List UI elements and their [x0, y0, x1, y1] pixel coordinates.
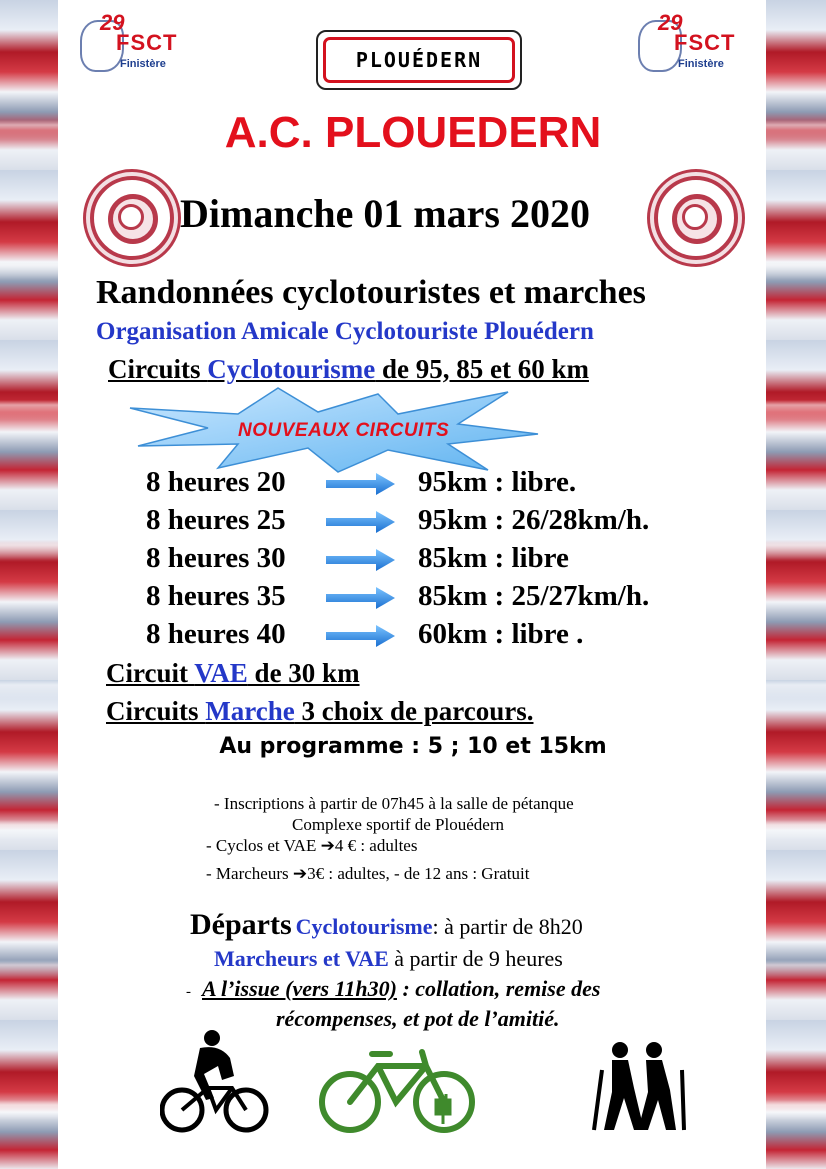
- price-marcheurs: - Marcheurs ➔3€ : adultes, - de 12 ans : Gratuit: [206, 864, 530, 883]
- circuit-distance: 95km : libre.: [418, 466, 577, 498]
- cyclist-icon: [160, 1028, 270, 1134]
- departure-time: 8 heures 40: [146, 618, 286, 650]
- fsct-logo-left: [74, 8, 184, 78]
- circuit-distance: 85km : 25/27km/h.: [418, 580, 650, 612]
- logo-number: 29: [658, 10, 683, 35]
- club-title: A.C. PLOUEDERN: [224, 108, 602, 157]
- club-seal-left-icon: [90, 176, 174, 260]
- event-subtitle: Randonnées cyclotouristes et marches: [96, 274, 646, 311]
- departure-time: 8 heures 35: [146, 580, 286, 612]
- event-date: Dimanche 01 mars 2020: [180, 191, 590, 236]
- town-sign-text: PLOUÉDERN: [323, 37, 515, 83]
- departure-time: 8 heures 25: [146, 504, 286, 536]
- logo-brand: FSCT: [116, 30, 178, 55]
- fsct-logo-right: [632, 8, 742, 78]
- arrow-right-icon: [326, 586, 396, 610]
- inscriptions-line: - Inscriptions à partir de 07h45 à la salle de pétanque: [214, 794, 574, 813]
- town-sign: [316, 30, 522, 90]
- logo-region: Finistère: [678, 58, 724, 70]
- decorative-border-left: [0, 0, 58, 1169]
- schedule-row: [146, 580, 746, 618]
- logo-brand: FSCT: [674, 30, 736, 55]
- circuits-cyclo-line: Circuits Cyclotourisme de 95, 85 et 60 km: [108, 354, 589, 384]
- price-cyclos: - Cyclos et VAE ➔4 € : adultes: [206, 836, 418, 855]
- departure-time: 8 heures 30: [146, 542, 286, 574]
- departs-cyclo-line: Départs Cyclotourisme: à partir de 8h20: [190, 908, 583, 941]
- arrow-right-icon: [326, 510, 396, 534]
- circuits-marche-line: Circuits Marche 3 choix de parcours.: [106, 696, 534, 726]
- arrow-right-icon: [326, 472, 396, 496]
- schedule-row: [146, 466, 746, 504]
- decorative-border-right: [766, 0, 826, 1169]
- electric-bike-icon: [318, 1044, 478, 1134]
- logo-number: 29: [100, 10, 125, 35]
- schedule-row: [146, 504, 746, 542]
- club-seal-right-icon: [654, 176, 738, 260]
- circuit-distance: 60km : libre .: [418, 618, 584, 650]
- circuit-distance: 85km : libre: [418, 542, 569, 574]
- arrow-right-icon: [326, 624, 396, 648]
- inscriptions-location: Complexe sportif de Plouédern: [292, 815, 504, 834]
- new-circuits-badge: NOUVEAUX CIRCUITS: [238, 420, 450, 441]
- hikers-icon: [590, 1040, 686, 1132]
- schedule-row: [146, 618, 746, 656]
- logo-region: Finistère: [120, 58, 166, 70]
- circuit-vae-line: Circuit VAE de 30 km: [106, 658, 360, 688]
- walking-programme: Au programme : 5 ; 10 et 15km: [219, 734, 607, 759]
- closing-line-2: récompenses, et pot de l’amitié.: [276, 1006, 560, 1031]
- departs-marcheurs-line: Marcheurs et VAE à partir de 9 heures: [214, 946, 563, 971]
- circuit-distance: 95km : 26/28km/h.: [418, 504, 650, 536]
- organisation-line: Organisation Amicale Cyclotouriste Plouédern: [96, 318, 594, 345]
- departure-time: 8 heures 20: [146, 466, 286, 498]
- arrow-right-icon: [326, 548, 396, 572]
- schedule-row: [146, 542, 746, 580]
- closing-line: - A l’issue (vers 11h30) : collation, remise des: [186, 976, 601, 1001]
